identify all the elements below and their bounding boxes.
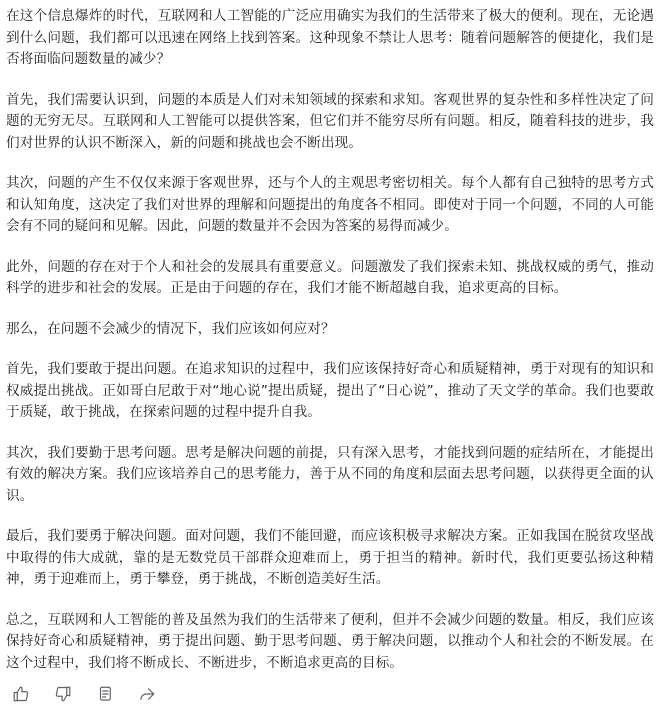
message-paragraph-1: 在这个信息爆炸的时代，互联网和人工智能的广泛应用确实为我们的生活带来了极大的便利。现在，无论遇到什么问题，我们都可以迅速在网络上找到答案。这种现象不禁让人思考：随着问题解答的便捷化，我们是否将面临问题数量的减少？: [6, 8, 654, 67]
copy-icon: [96, 685, 114, 703]
dislike-button[interactable]: [52, 684, 74, 704]
share-icon: [138, 685, 156, 703]
share-button[interactable]: [136, 684, 158, 704]
message-action-bar: [10, 684, 158, 704]
message-paragraph-5: 那么，在问题不会减少的情况下，我们应该如何应对？: [6, 320, 335, 337]
message-paragraph-2: 首先，我们需要认识到，问题的本质是人们对未知领域的探索和求知。客观世界的复杂性和多样性决定了问题的无穷无尽。互联网和人工智能可以提供答案，但它们并不能穷尽所有问题。相反，随着科技的进步，我们对世界的认识不断深入，新的问题和挑战也会不断出现。: [6, 91, 654, 151]
message-paragraph-3: 其次，问题的产生不仅仅来源于客观世界，还与个人的主观思考密切相关。每个人都有自己独特的思考方式和认知角度，这决定了我们对世界的理解和问题提出的角度各不相同。即使对于同一个问题，不同的人可能会有不同的疑问和见解。因此，问题的数量并不会因为答案的易得而减少。: [6, 175, 654, 234]
message-paragraph-7: 其次，我们要勤于思考问题。思考是解决问题的前提，只有深入思考，才能找到问题的症结所在，才能提出有效的解决方案。我们应该培养自己的思考能力，善于从不同的角度和层面去思考问题，以获得更全面的认识。: [6, 444, 654, 504]
copy-button[interactable]: [94, 684, 116, 704]
message-paragraph-4: 此外，问题的存在对于个人和社会的发展具有重要意义。问题激发了我们探索未知、挑战权威的勇气，推动科学的进步和社会的发展。正是由于问题的存在，我们才能不断超越自我，追求更高的目标。: [6, 258, 654, 296]
response-message: [6, 6, 654, 693]
thumbs-down-icon: [54, 685, 72, 703]
message-paragraph-6: 首先，我们要敢于提出问题。在追求知识的过程中，我们应该保持好奇心和质疑精神，勇于对现有的知识和权威提出挑战。正如哥白尼敢于对“地心说”提出质疑，提出了“日心说”，推动了天文学的革命。我们也要敢于质疑，敢于挑战，在探索问题的过程中提升自我。: [6, 361, 654, 420]
thumbs-up-icon: [12, 685, 30, 703]
message-paragraph-8: 最后，我们要勇于解决问题。面对问题，我们不能回避，而应该积极寻求解决方案。正如我国在脱贫攻坚战中取得的伟大成就，靠的是无数党员干部群众迎难而上，勇于担当的精神。新时代，我们更要弘扬这种精神，勇于迎难而上，勇于攀登，勇于挑战，不断创造美好生活。: [6, 528, 654, 587]
like-button[interactable]: [10, 684, 32, 704]
message-paragraph-9: 总之，互联网和人工智能的普及虽然为我们的生活带来了便利，但并不会减少问题的数量。相反，我们应该保持好奇心和质疑精神，勇于提出问题、勤于思考问题、勇于解决问题，以推动个人和社会的不断发展。在这个过程中，我们将不断成长、不断进步，不断追求更高的目标。: [6, 611, 654, 671]
